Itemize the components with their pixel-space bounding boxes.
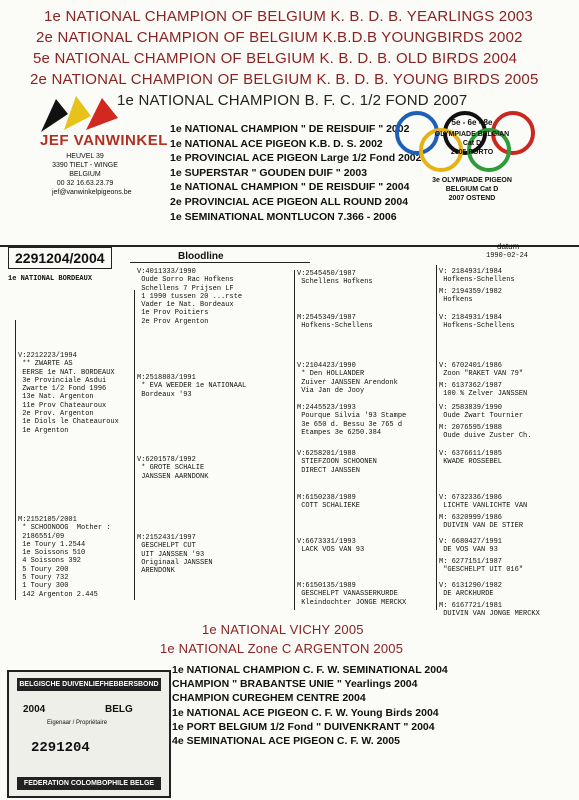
bottom-achievement-item: 1e NATIONAL CHAMPION C. F. W. SEMINATIONAL 2004 — [172, 664, 448, 676]
flag-wings-icon — [36, 94, 131, 134]
achievement-item: 1e SEMINATIONAL MONTLUCON 7.366 - 2006 — [170, 210, 397, 223]
title-line-4: 2e NATIONAL CHAMPION OF BELGIUM K. B. D. B. YOUNG BIRDS 2005 — [30, 71, 539, 88]
olympiade-caption: 3e OLYMPIADE PIGEON BELGIUM Cat D 2007 OSTEND — [432, 177, 512, 202]
gen4-entry: V: 6732336/1986 LICHTE VANLICHTE VAN — [439, 494, 528, 511]
gen4-entry: M: 6277151/1987 "GESCHELPT UIT 016" — [439, 558, 524, 575]
ring-card — [7, 670, 171, 798]
tree-line — [134, 290, 135, 600]
gen2-entry: M:2152431/1997 GESCHELPT CUT UIT JANSSEN '93 Originaal JANSSEN ARENDONK — [137, 534, 213, 576]
gen4-entry: V: 2583839/1990 Oude Zwart Tournier — [439, 404, 524, 421]
achievements-list — [170, 122, 422, 224]
gen4-entry: M: 6320999/1986 DUIVIN VAN DE STIER — [439, 514, 524, 531]
card-header: BELGISCHE DUIVENLIEFHEBBERSBOND — [17, 678, 161, 691]
gen4-entry: V: 6702401/1986 Zoon "RAKET VAN 79" — [439, 362, 524, 379]
gen4-entry: V: 6376611/1985 KWADE ROSSEBEL — [439, 450, 503, 467]
olympiade-inner: OLYMPIADE BELGIAN Cat D 2005 PORTO — [434, 131, 510, 156]
gen4-entry: V: 2184931/1984 Hofkens-Schellens — [439, 314, 515, 331]
olympiade-rings-text: 5e - 6e - 8e — [451, 118, 493, 127]
bottom-achievement-item: 1e NATIONAL ACE PIGEON C. F. W. Young Birds 2004 — [172, 706, 439, 719]
achievement-item: 1e PROVINCIAL ACE PIGEON Large 1/2 Fond 2002 — [170, 152, 422, 165]
bloodline-label: Bloodline — [178, 251, 224, 262]
bottom-title-2: 1e NATIONAL Zone C ARGENTON 2005 — [160, 641, 404, 656]
gen2-entry: M:2518803/1991 * EVA WEEDER 1e NATIONAAL Bordeaux '93 — [137, 374, 247, 399]
card-year: 2004 — [23, 704, 46, 715]
achievement-item: 1e NATIONAL ACE PIGEON K.B. D. S. 2002 — [170, 137, 383, 150]
divider — [130, 262, 310, 263]
gen3-entry: V:6673331/1993 LACK VOS VAN 93 — [297, 538, 365, 555]
gen2-entry: V:6201578/1992 * GROTE SCHALIE JANSSEN AARNDONK — [137, 456, 209, 481]
dam-entry: M:2152105/2001 * SCHOONOOG Mother : 2186551/09 1e Toury 1.2544 1e Soissons 510 4 Soissons 392 5 Toury 200 5 Toury 732 1 Toury 300 142 Argenton 2.445 — [18, 516, 111, 599]
date-label: datum — [497, 242, 520, 251]
achievement-item: 2e PROVINCIAL ACE PIGEON ALL ROUND 2004 — [170, 195, 409, 208]
subject-note: 1e NATIONAL BORDEAUX — [8, 275, 93, 283]
title-line-3: 5e NATIONAL CHAMPION OF BELGIUM K. B. D. B. OLD BIRDS 2004 — [33, 50, 518, 67]
gen4-entry: M: 2076595/1988 Oude duive Zuster Ch. — [439, 424, 532, 441]
pedigree-ring-number: 2291204/2004 — [8, 247, 112, 269]
bottom-achievement-item: 1e PORT BELGIUM 1/2 Fond " DUIVENKRANT " 2004 — [172, 720, 435, 733]
gen3-entry: M:6150135/1989 GESCHELPT VANASSERKURDE Kleindochter JONGE MERCKX — [297, 582, 407, 607]
gen4-entry: M: 6167721/1981 DUIVIN VAN JONGE MERCKX — [439, 602, 540, 619]
brand-address: HEUVEL 39 3390 TIELT - WINGE BELGIUM 00 32 16.63.23.79 jef@vanwinkelpigeons.be — [52, 153, 132, 196]
gen4-entry: M: 2194359/1982 Hofkens — [439, 288, 503, 305]
gen4-entry: V: 6131290/1982 DE ARCKHURDE — [439, 582, 503, 599]
bottom-achievement-item: CHAMPION " BRABANTSE UNIE " Yearlings 2004 — [172, 678, 418, 691]
achievement-item: 1e NATIONAL CHAMPION " DE REISDUIF " 2004 — [170, 181, 410, 194]
gen4-entry: V: 2184931/1984 Hofkens-Schellens — [439, 268, 515, 285]
achievement-item: 1e SUPERSTAR " GOUDEN DUIF " 2003 — [170, 166, 368, 179]
card-country: BELG — [105, 704, 133, 715]
bottom-achievement-item: 4e SEMINATIONAL ACE PIGEON C. F. W. 2005 — [172, 735, 400, 748]
tree-line — [436, 265, 437, 610]
card-owner-text: Eigenaar / Propriétaire — [47, 720, 108, 726]
gen3-entry: M:2545349/1987 Hofkens-Schellens — [297, 314, 373, 331]
gen3-entry: M:2445523/1993 Pourque Silvia '93 Stampe 3e 650 d. Bessu 3e 765 d Etampes 3e 6250.384 — [297, 404, 407, 437]
gen4-entry: M: 6137362/1987 100 % Zelver JANSSEN — [439, 382, 528, 399]
bottom-title-1: 1e NATIONAL VICHY 2005 — [202, 622, 364, 637]
card-footer: FEDERATION COLOMBOPHILE BELGE — [17, 777, 161, 790]
sire-entry: V:2212223/1994 ** ZWARTE AS EERSE 1e NAT. BORDEAUX 3e Provinciale Asdui Zwarte 1/2 Fond 1996 13e Nat. Argenton 11e Prov Chateauroux 2e Prov. Argenton 1e Diols le Chateauroux 1e Argenton — [18, 352, 119, 435]
card-ring-number: 2291204 — [31, 740, 90, 756]
title-line-2: 2e NATIONAL CHAMPION OF BELGIUM K.B.D.B YOUNGBIRDS 2002 — [36, 29, 523, 46]
date-value: 1990-02-24 — [486, 252, 529, 260]
gen4-entry: V: 6680427/1991 DE VOS VAN 93 — [439, 538, 503, 555]
tree-line — [15, 320, 16, 600]
gen3-entry: V:2104423/1990 * Den HOLLANDER Zuiver JANSSEN Arendonk Via Jan de Jooy — [297, 362, 398, 395]
gen3-entry: M:6150238/1989 COTT SCHALIEKE — [297, 494, 361, 511]
bottom-achievement-item: CHAMPION CUREGHEM CENTRE 2004 — [172, 692, 366, 705]
gen3-entry: V:6258201/1988 STIEFZOON SCHOONEN DIRECT JANSSEN — [297, 450, 377, 475]
title-line-5: 1e NATIONAL CHAMPION B. F. C. 1/2 FOND 2007 — [117, 92, 468, 109]
gen3-entry: V:2545450/1987 Schellens Hofkens — [297, 270, 373, 287]
gen2-entry: V:4011333/1990 Oude Sorro Rac Hofkens Schellens 7 Prijsen LF 1 1990 tussen 20 ...rste Vader 1e Nat. Bordeaux 1e Prov Poitiers 2e Prov Argenton — [137, 268, 243, 326]
title-line-1: 1e NATIONAL CHAMPION OF BELGIUM K. B. D. B. YEARLINGS 2003 — [44, 8, 533, 25]
bottom-achievements-list — [172, 663, 448, 748]
brand-name: JEF VANWINKEL — [40, 132, 168, 149]
tree-line — [294, 270, 295, 610]
achievement-item: 1e NATIONAL CHAMPION " DE REISDUIF " 2002 — [170, 123, 410, 135]
